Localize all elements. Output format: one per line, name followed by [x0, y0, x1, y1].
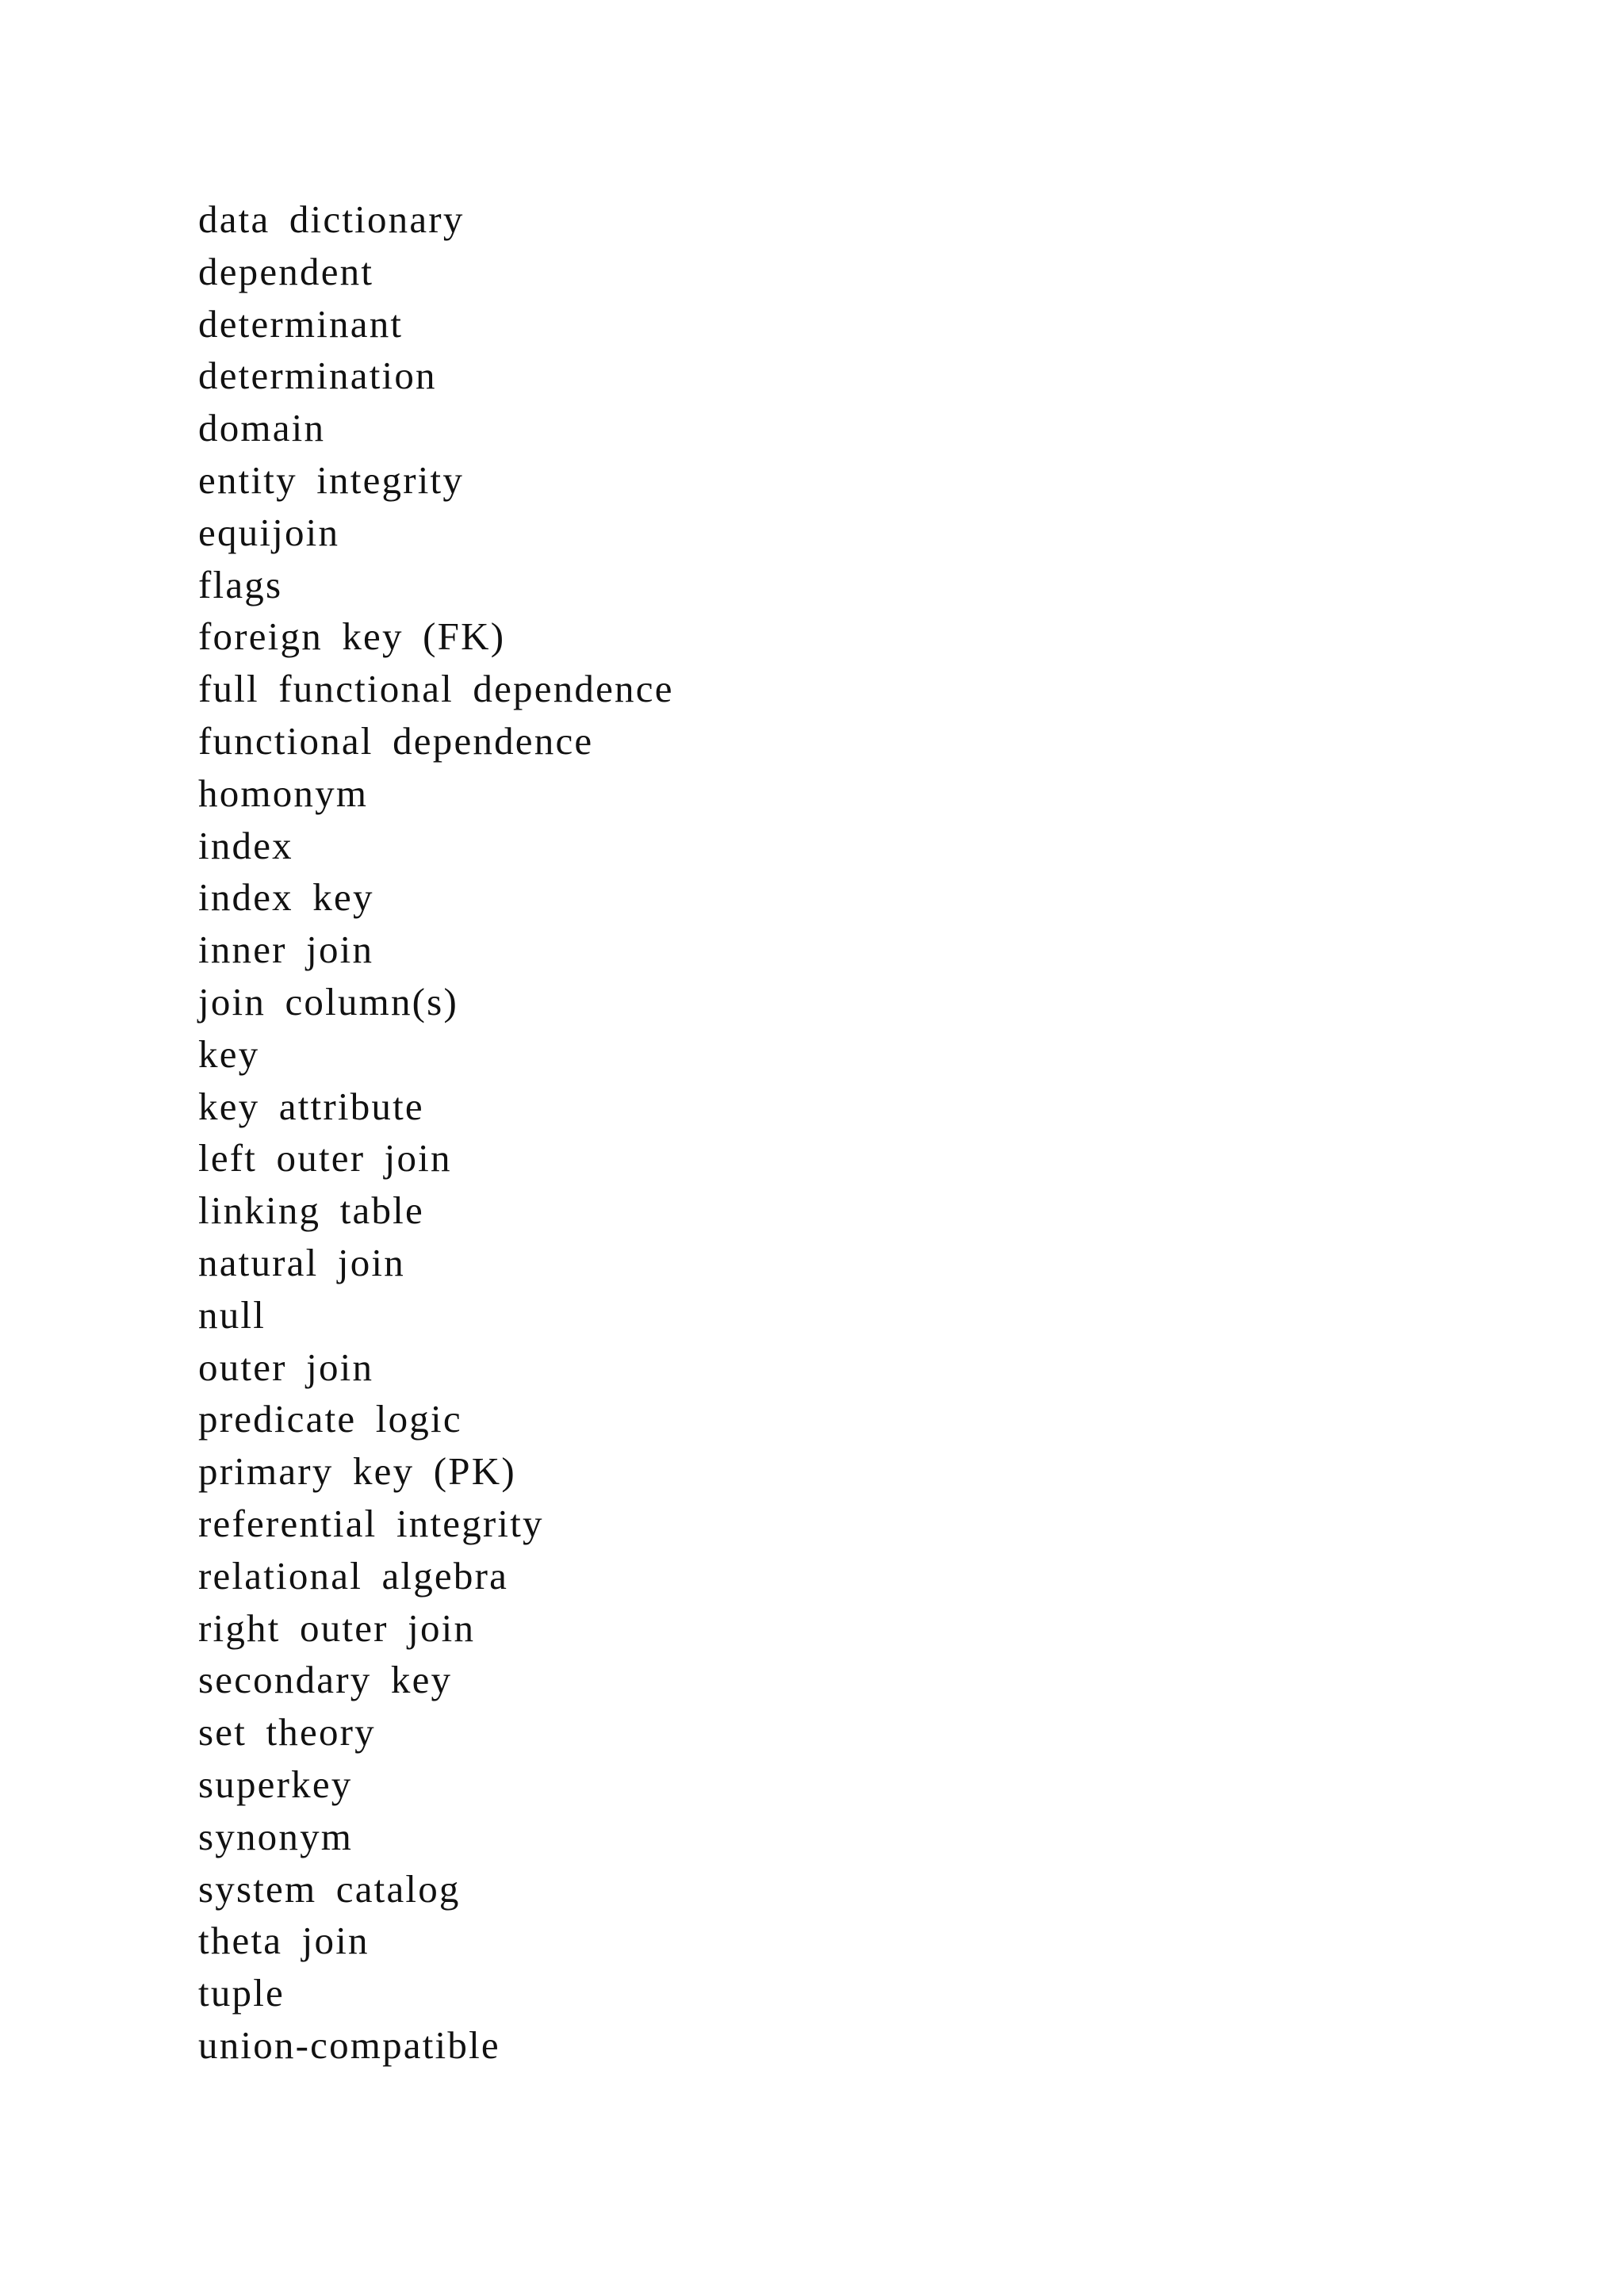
- term-item: index key: [198, 875, 374, 920]
- term-item: tuple: [198, 1971, 285, 2015]
- term-item: linking table: [198, 1188, 424, 1233]
- term-item: system catalog: [198, 1866, 461, 1911]
- term-item: outer join: [198, 1345, 374, 1389]
- term-item: secondary key: [198, 1658, 453, 1702]
- term-item: relational algebra: [198, 1553, 509, 1598]
- term-item: left outer join: [198, 1136, 452, 1181]
- term-item: full functional dependence: [198, 667, 674, 711]
- term-item: flags: [198, 562, 283, 607]
- term-item: determination: [198, 354, 437, 398]
- term-item: domain: [198, 406, 326, 450]
- term-item: synonym: [198, 1814, 354, 1858]
- term-item: determinant: [198, 301, 404, 346]
- term-item: functional dependence: [198, 718, 594, 763]
- term-item: primary key (PK): [198, 1449, 516, 1494]
- term-item: entity integrity: [198, 457, 465, 502]
- term-item: foreign key (FK): [198, 614, 506, 659]
- term-item: homonym: [198, 771, 369, 815]
- term-item: set theory: [198, 1710, 376, 1755]
- term-item: natural join: [198, 1240, 405, 1284]
- glossary-term-list: [198, 193, 674, 2072]
- term-item: inner join: [198, 928, 374, 972]
- term-item: index: [198, 823, 293, 867]
- term-item: key: [198, 1031, 260, 1076]
- term-item: data dictionary: [198, 197, 465, 241]
- term-item: theta join: [198, 1919, 370, 1963]
- term-item: union-compatible: [198, 2022, 500, 2067]
- term-item: predicate logic: [198, 1397, 462, 1441]
- term-item: referential integrity: [198, 1501, 544, 1545]
- term-item: dependent: [198, 249, 374, 293]
- term-item: key attribute: [198, 1084, 424, 1128]
- term-item: join column(s): [198, 979, 458, 1024]
- term-item: right outer join: [198, 1605, 476, 1650]
- term-item: null: [198, 1292, 266, 1337]
- term-item: superkey: [198, 1762, 353, 1806]
- term-item: equijoin: [198, 510, 340, 554]
